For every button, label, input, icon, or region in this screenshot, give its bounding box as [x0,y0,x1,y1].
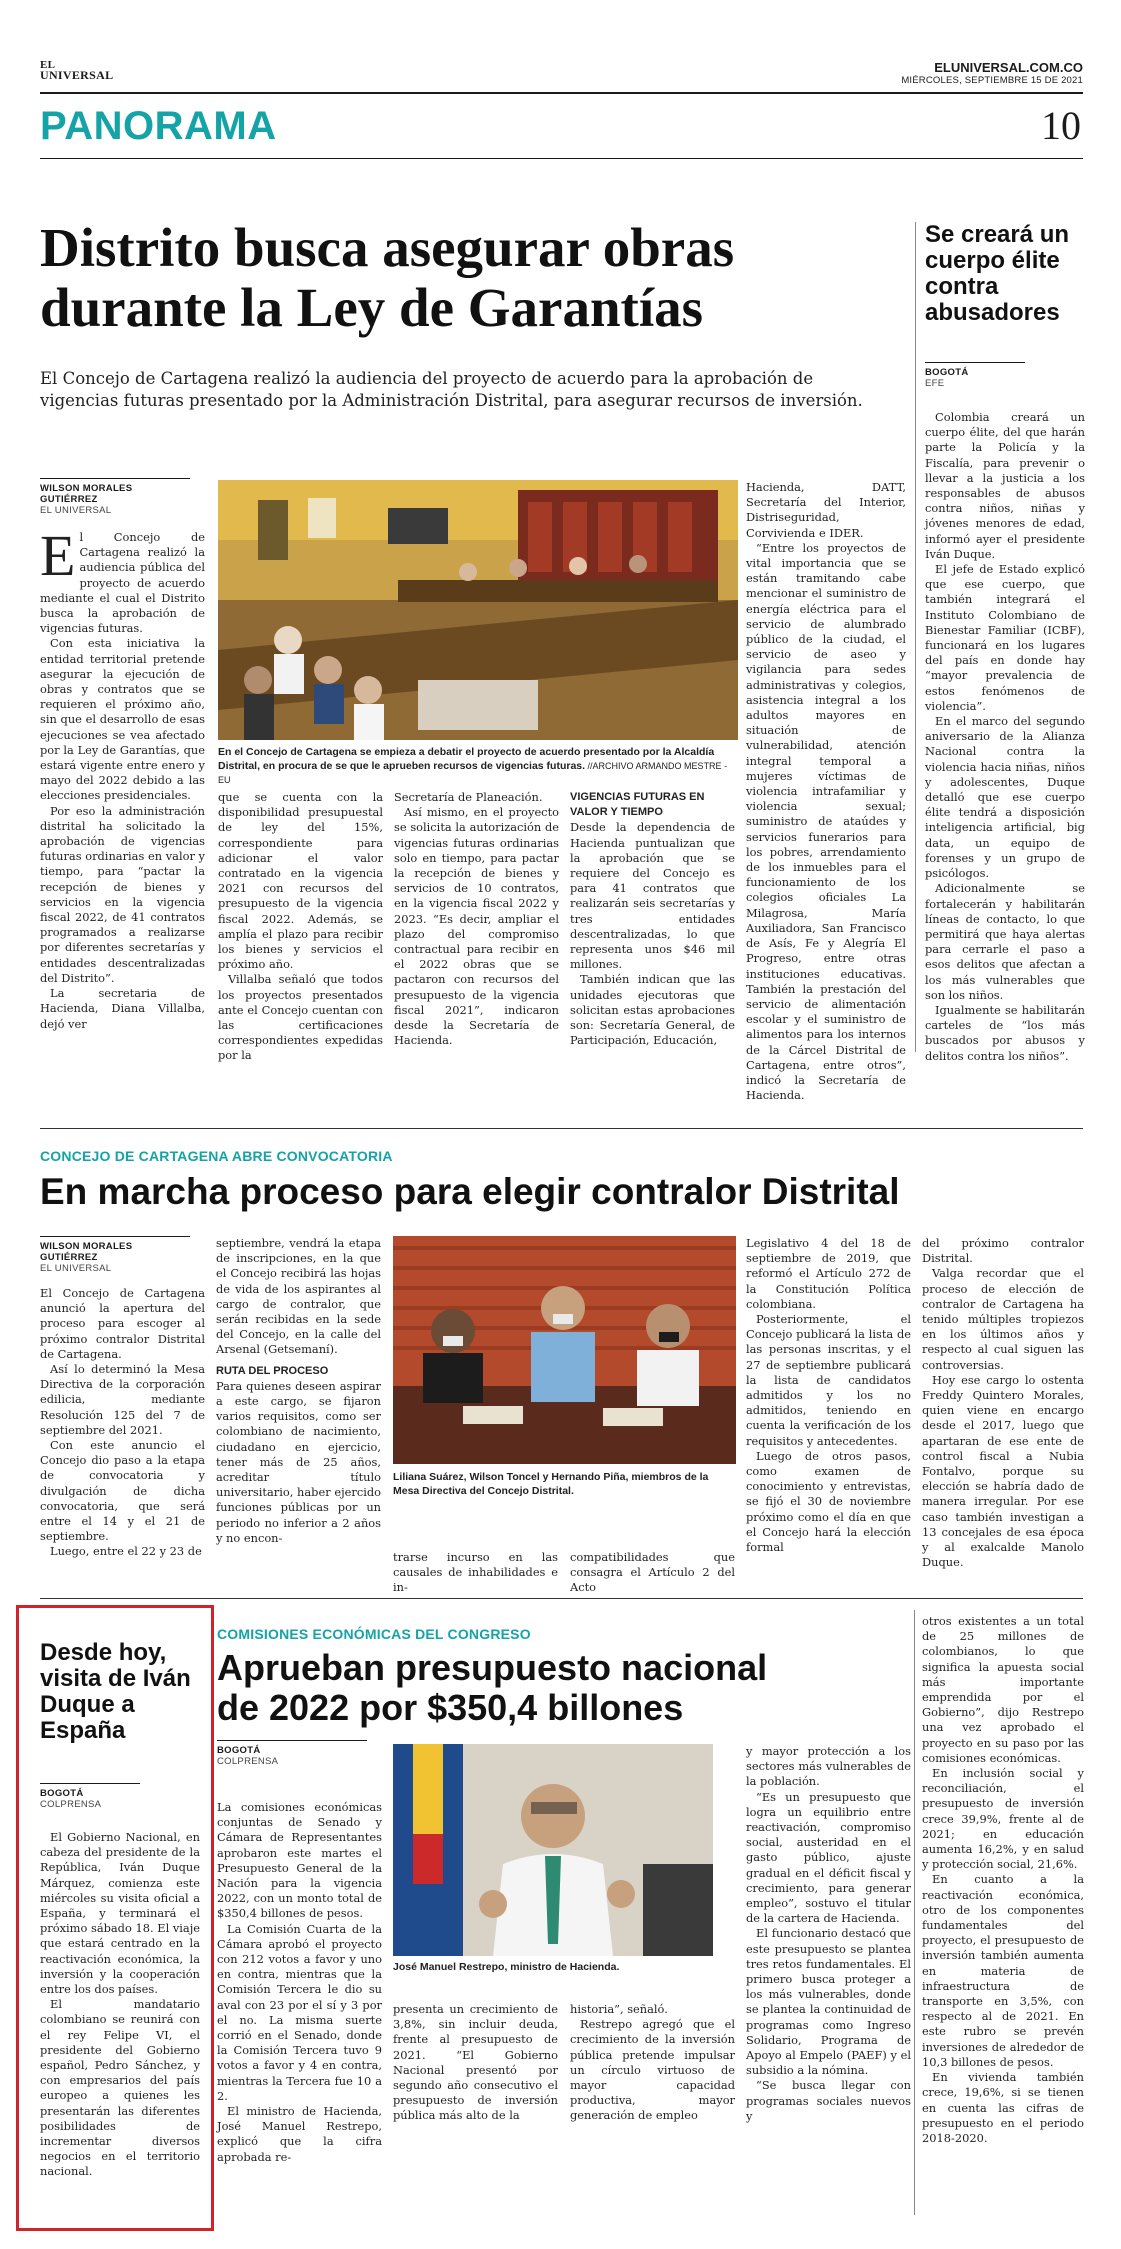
story2-headline: En marcha proceso para elegir contralor Distrital [40,1171,900,1212]
masthead-rule [40,92,1083,94]
sidebar2-body: El Gobierno Nacional, en cabeza del presidente de la República, Iván Duque Márquez, comienza este miércoles su visita oficial a España, y terminará el próximo sábado 18. El viaje que estará centrado en la reactivación económica, la inversión y la cooperación entre los dos países. El mandatario colombiano se reunirá con el rey Felipe VI, el presidente del Gobierno español, Pedro Sánchez, y con empresarios del país europeo a quienes les presentarán las diferentes posibilidades de incrementar diversos negocios en el territorio nacional. [40,1830,200,2179]
story3-right-divider [914,1610,915,2215]
story2-column-1: El Concejo de Cartagena anunció la apertura del proceso para escoger al próximo contralor Distrital de Cartagena. Así lo determinó la Mesa Directiva de la corporación edilicia, mediante Resolución 125 del 7 de septiembre del 2021. Con este anuncio el Concejo dio paso a la etapa de convocatoria y divulgación de dicha convocatoria, que será entre el 14 y el 21 de septiembre. Luego, entre el 22 y 23 de [40,1286,205,1559]
sidebar2-title: Desde hoy, visita de Iván Duque a España [40,1639,191,1744]
story1-headline: Distrito busca asegurar obras durante la Ley de Garantías [40,217,735,338]
story2-subhead: RUTA DEL PROCESO [216,1364,329,1377]
story3-column-4: y mayor protección a los sectores más vulnerables de la población. “Es un presupuesto que logra un equilibrio entre reactivación, compromiso social, austeridad en el gasto público, ajuste gradual en el déficit fiscal y crecimiento, para generar empleo”, sostuvo el titular de la cartera de Hacienda. El funcionario destacó que este presupuesto se plantea tres retos fundamentales. El primero busca proteger a los más vulnerables, donde se plantea la continuidad de programas como Ingreso Solidario, Programa de Apoyo al Empelo (PAEF) y el subsidio a la nómina. “Se busca llegar con programas sociales nuevos y [746,1744,911,2123]
story3-column-3: historia”, señaló. Restrepo agregó que el crecimiento de la inversión pública pretende impulsar un círculo virtuoso de mayor capacidad productiva, mayor generación de empleo [570,2002,735,2123]
story2-column-3: trarse incurso en las causales de inhabilidades e in- [393,1550,558,1595]
story1-column-4: VIGENCIAS FUTURAS EN VALOR Y TIEMPO Desde la dependencia de Hacienda puntualizan que la aprobación que se requiere del Concejo es para 41 contratos que realizarán seis secretarías y tres entidades descentralizadas, lo que representa unos $46 mil millones. También indican que las unidades ejecutoras que solicitan estas aprobaciones son: Secretaría General, de Participación, Educación, [570,791,735,1048]
story1-column-2: que se cuenta con la disponibilidad presupuestal de ley del 15%, correspondiente para adicionar el valor contratado en la vigencia 2021 con recursos del presupuesto de la vigencia fiscal 2022. Además, se amplía el plazo para recibir los bienes y servicios el próximo año. Villalba señaló que todos los proyectos presentados ante el Concejo cuentan con las certificaciones correspondientes expedidas por la [218,790,383,1063]
story1-byline: WILSON MORALES GUTIÉRREZ EL UNIVERSAL [40,478,190,516]
story1-column-5: Hacienda, DATT, Secretaría del Interior, Distriseguridad, Corvivienda e IDER. “Entre los proyectos de vital importancia que se están tramitando cabe mencionar el suministro de energía eléctrica para el servicio de alumbrado público de la ciudad, el servicio de aseo y vigilancia para sedes administrativas y colegios, asistencia integral a los adultos mayores en situación de vulnerabilidad, atención integral temporal a mujeres víctimas de violencia intrafamiliar y violencia sexual; suministro de ataúdes y servicios funerarios para los pobres, arrendamiento de los inmuebles para el funcionamiento de los colegios oficiales La Milagrosa, María Auxiliadora, San Francisco de Asís, Fe y Alegría El Progreso, entre otras instituciones educativas. También la prestación del servicio de alimentación escolar y el suministro de alimentos para los internos de la Cárcel Distrital de Cartagena, entre otros”, indicó la Secretaría de Hacienda. [746,480,906,1103]
story1-deck: El Concejo de Cartagena realizó la audiencia del proyecto de acuerdo para la aprobación de vigencias futuras presentado por la Administración Distrital, para asegurar recursos de inversión. [40,369,863,410]
story3-kicker: COMISIONES ECONÓMICAS DEL CONGRESO [217,1626,531,1642]
page-number: 10 [1041,103,1081,148]
story1-subhead: VIGENCIAS FUTURAS EN VALOR Y TIEMPO [570,791,705,819]
sidebar1-title: Se creará un cuerpo élite contra abusadores [925,221,1070,326]
story1-column-3: Secretaría de Planeación. Así mismo, en el proyecto se solicita la autorización de vigencias futuras ordinarias solo en tiempo, para pactar la recepción de bienes y servicios de 10 contratos, en la vigencia fiscal 2022 y 2023. “Es decir, ampliar el plazo del compromiso contractual para recibir en el 2022 obras que se pactaron con recursos del presupuesto de la vigencia fiscal 2021”, indicaron desde la Secretaría de Hacienda. [394,790,559,1048]
site-url[interactable]: ELUNIVERSAL.COM.CO [934,60,1083,75]
story2-byline: WILSON MORALES GUTIÉRREZ EL UNIVERSAL [40,1236,190,1274]
minister-photo [393,1744,713,1956]
story1-caption: En el Concejo de Cartagena se empieza a debatir el proyecto de acuerdo presentado por la Alcaldía Distrital, en procura de se que le aprueben recursos de vigencias futuras. //ARCHIVO ARMANDO MESTRE - EU [218,746,728,785]
story3-byline: BOGOTÁ COLPRENSA [217,1740,367,1767]
story1-column-1: El Concejo de Cartagena realizó la audiencia pública del proyecto de acuerdo mediante el cual el Distrito busca la aprobación de vigencias futuras. Con esta iniciativa la entidad territorial pretende asegurar la ejecución de obras y contratos que se requieren el próximo año, sin que el desarrollo de esas ejecuciones se vea afectado por la Ley de Garantías, que estará vigente entre enero y mayo del 2022 debido a las elecciones presidenciales. Por eso la administración distrital ha solicitado la aprobación de vigencias futuras ordinarias en valor y tiempo, para “pactar la recepción de bienes y servicios en la vigencia fiscal 2022, de 41 contratos programados a realizarse por diferentes secretarías y entidades descentralizadas del Distrito”. La secretaria de Hacienda, Diana Villalba, dejó ver [40,523,205,1031]
newspaper-logo: EL UNIVERSAL [40,59,114,82]
story1-photo [218,480,738,740]
concejo-session-photo [218,480,738,740]
story3-headline: Aprueban presupuesto nacional de 2022 por $350,4 billones [217,1647,768,1728]
sidebar1-byline: BOGOTÁ EFE [925,362,1085,389]
story2-column-5: Legislativo 4 del 18 de septiembre de 2019, que reformó el Artículo 272 de la Constitución Política colombiana. Posteriormente, el Concejo publicará la lista de las personas inscritas, y el 27 de septiembre publicará la lista de candidatos admitidos y los no admitidos, teniendo en cuenta la verificación de los requisitos y antecedentes. Luego de otros pasos, como examen de conocimiento y entrevistas, se fijó el 30 de noviembre próximo como el día en que el Concejo hará la elección formal [746,1236,911,1555]
story2-column-2: septiembre, vendrá la etapa de inscripciones, en la que el Concejo recibirá las hojas de vida de los aspirantes al cargo de contralor, que serán recibidas en la sede del Concejo, en la calle del Arsenal (Getsemaní). RUTA DEL PROCESO Para quienes deseen aspirar a este cargo, se fijaron varios requisitos, como ser colombiano de nacimiento, ciudadano en ejercicio, tener más de 25 años, acreditar título universitario, haber ejercido funciones públicas por un periodo no inferior a 2 años y no encon- [216,1236,381,1545]
section-divider-2 [40,1598,1083,1599]
section-divider-1 [40,1128,1083,1129]
sidebar1-divider [915,222,916,1052]
story3-column-5: otros existentes a un total de 25 millones de colombianos, lo que significa la apuesta social más importante emprendida por el Gobierno”, dijo Restrepo una vez aprobado el proyecto en su paso por las comisiones económicas. En inclusión social y reconciliación, el presupuesto de inversión crece 39,9%, frente al de 2021; en educación aumenta 16,2%, y en salud y protección social, 21,6%. En cuanto a la reactivación económica, otro de los componentes fundamentales del proyecto, el presupuesto de inversión también aumenta en materia de infraestructura de transporte en 3,5%, con respecto al de 2021. En este rubro se prevén inversiones de alrededor de 10,3 billones de pesos. En vivienda también crece, 19,6%, si se tienen en cuenta las cifras de presupuesto en el periodo 2018-2020. [922,1614,1084,2145]
story2-column-4: compatibilidades que consagra el Artículo 2 del Acto [570,1550,735,1595]
story3-photo [393,1744,713,1956]
story2-caption: Liliana Suárez, Wilson Toncel y Hernando Piña, miembros de la Mesa Directiva del Concejo Distrital. [393,1471,709,1497]
story3-column-1: La comisiones económicas conjuntas de Senado y Cámara de Representantes aprobaron este martes el Presupuesto General de la Nación para la vigencia 2022, con un monto total de $350,4 billones de pesos. La Comisión Cuarta de la Cámara aprobó el proyecto con 212 votos a favor y uno en contra, mientras que la Comisión Tercera le dio su aval con 23 por el sí y 3 por el no. La misma suerte corrió en el Senado, donde la Comisión Tercera tuvo 9 votos a favor y 4 en contra, mientras la Tercera fue 10 a 2. El ministro de Hacienda, José Manuel Restrepo, explicó que la cifra aprobada re- [217,1800,382,2164]
mesa-directiva-photo [393,1236,736,1464]
sidebar2-byline: BOGOTÁ COLPRENSA [40,1783,200,1810]
story2-photo [393,1236,736,1464]
section-rule [40,158,1083,159]
section-name: PANORAMA [40,104,277,148]
dropcap: E [40,523,76,588]
masthead-site-info [901,60,1083,86]
story2-column-6: del próximo contralor Distrital. Valga recordar que el proceso de elección de contralor de Cartagena ha tenido múltiples tropiezos en los últimos años y respecto al cual siguen las controversias. Hoy ese cargo lo ostenta Freddy Quintero Morales, quien viene en encargo desde el 2017, luego que apartaran de ese ente de control fiscal a Nubia Fontalvo, porque su elección se habría dado de manera irregular. Por ese caso también investigan a 13 concejales de esa época y al exalcalde Manolo Duque. [922,1236,1084,1570]
story2-kicker: CONCEJO DE CARTAGENA ABRE CONVOCATORIA [40,1148,393,1164]
story3-caption: José Manuel Restrepo, ministro de Hacienda. [393,1961,620,1973]
sidebar1-body: Colombia creará un cuerpo élite, del que harán parte la Policía y la Fiscalía, para prevenir o llevar a la justicia a los responsables de abusos contra niños, niñas y jóvenes menores de edad, informó ayer el presidente Iván Duque. El jefe de Estado explicó que ese cuerpo, que también integrará el Instituto Colombiano de Bienestar Familiar (ICBF), funcionará en los lugares del país en donde hay “mayor prevalencia de estos fenómenos de violencia”. En el marco del segundo aniversario de la Alianza Nacional contra la violencia hacia niñas, niños y adolescentes, Duque detalló que ese cuerpo élite tendrá a disposición inteligencia artificial, big data, un equipo de forenses y un grupo de psicólogos. Adicionalmente se fortalecerán y habilitarán líneas de contacto, lo que permitirá que haya alertas para cerrarle el paso a esos delitos que afectan a los más vulnerables que son los niños. Igualmente se habilitarán carteles de “los más buscados por abusos y delitos contra los niños”. [925,410,1085,1063]
issue-date: MIÉRCOLES, SEPTIEMBRE 15 DE 2021 [901,75,1083,86]
story3-column-2: presenta un crecimiento de 3,8%, sin incluir deuda, frente al presupuesto de 2021. “El Gobierno Nacional presentó por segundo año consecutivo el presupuesto de inversión pública más alto de la [393,2002,558,2123]
